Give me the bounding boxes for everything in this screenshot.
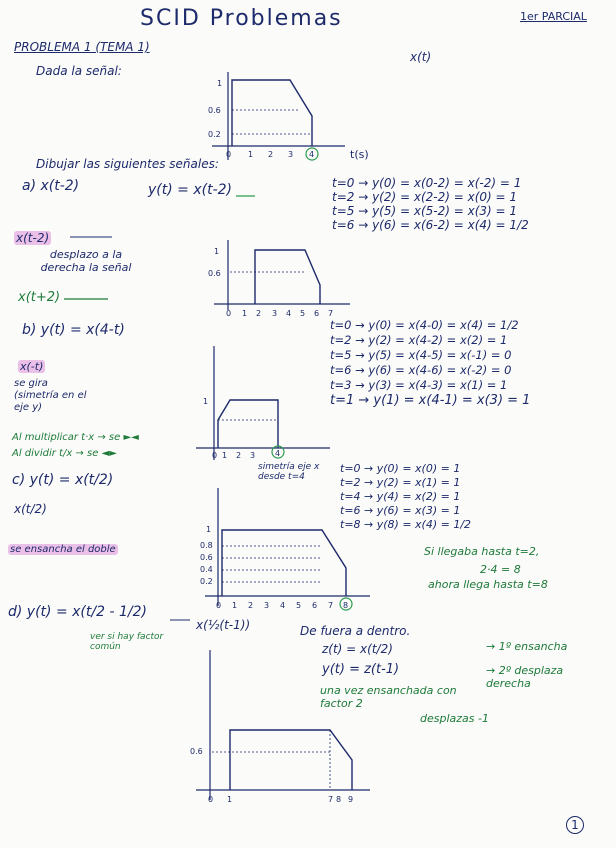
- svg-text:0: 0: [208, 795, 214, 804]
- svg-text:6: 6: [312, 601, 318, 610]
- svg-text:6: 6: [314, 309, 320, 318]
- calc-line: t=8 → y(8) = x(4) = 1/2: [340, 518, 472, 531]
- xt-label: x(t): [410, 50, 432, 64]
- svg-text:0.6: 0.6: [190, 747, 203, 756]
- svg-text:3: 3: [250, 451, 256, 460]
- calc-line: t=0 → y(0) = x(4-0) = x(4) = 1/2: [330, 318, 519, 332]
- negation-note: x(-t): [20, 360, 44, 373]
- svg-text:0.2: 0.2: [200, 577, 213, 586]
- svg-text:0.6: 0.6: [208, 106, 221, 115]
- svg-text:1: 1: [206, 525, 212, 534]
- multiply-note: Al multiplicar t·x → se ►◄: [12, 432, 139, 443]
- calc-line: t=2 → y(2) = x(4-2) = x(2) = 1: [330, 333, 508, 347]
- graph-part-c: [200, 488, 370, 610]
- step-1-note: → 1º ensancha: [486, 640, 568, 653]
- svg-text:7: 7: [328, 309, 334, 318]
- svg-text:0.8: 0.8: [200, 541, 213, 550]
- svg-text:1: 1: [214, 247, 220, 256]
- svg-text:0.4: 0.4: [200, 565, 213, 574]
- svg-text:0: 0: [216, 601, 222, 610]
- svg-text:0: 0: [226, 309, 232, 318]
- svg-text:0: 0: [226, 150, 232, 159]
- svg-text:2: 2: [236, 451, 242, 460]
- shift-note-d: desplazas -1: [420, 712, 489, 725]
- svg-text:1: 1: [232, 601, 238, 610]
- calc-line: t=2 → y(2) = x(1) = 1: [340, 476, 461, 489]
- factor-form: x(½(t-1)): [196, 618, 251, 632]
- calc-line: t=1 → y(1) = x(4-1) = x(3) = 1: [330, 393, 531, 408]
- arrow-marks: [64, 196, 255, 620]
- svg-text:4: 4: [280, 601, 286, 610]
- svg-text:8: 8: [336, 795, 342, 804]
- once-note: una vez ensanchada con factor 2: [320, 684, 457, 710]
- note-line-2: 2·4 = 8: [480, 563, 521, 576]
- svg-text:2: 2: [248, 601, 254, 610]
- rotation-note: se gira (simetría en el eje y): [14, 378, 87, 413]
- part-a-label: a) x(t-2): [22, 178, 80, 194]
- given-text: Dada la señal:: [36, 64, 122, 78]
- svg-text:0.6: 0.6: [208, 269, 221, 278]
- note-line-1: Si llegaba hasta t=2,: [424, 545, 540, 558]
- exam-tag: 1er PARCIAL: [520, 10, 587, 23]
- order-note: De fuera a dentro.: [300, 624, 411, 638]
- divide-note: Al dividir t/x → se ◄►: [12, 448, 117, 459]
- step-2: y(t) = z(t-1): [322, 662, 400, 677]
- widen-note: se ensancha el doble: [10, 544, 116, 555]
- svg-text:0: 0: [212, 451, 218, 460]
- calc-line: t=4 → y(4) = x(2) = 1: [340, 490, 461, 503]
- svg-text:5: 5: [300, 309, 306, 318]
- calc-line: t=6 → y(6) = x(4-6) = x(-2) = 0: [330, 363, 512, 377]
- draw-instruction: Dibujar las siguientes señales:: [36, 157, 219, 171]
- svg-text:8: 8: [343, 601, 349, 610]
- svg-text:0.2: 0.2: [208, 130, 221, 139]
- calc-line: t=6 → y(6) = x(6-2) = x(4) = 1/2: [332, 218, 529, 232]
- half-note: x(t/2): [14, 502, 47, 516]
- svg-text:2: 2: [268, 150, 274, 159]
- svg-text:3: 3: [272, 309, 278, 318]
- svg-text:3: 3: [288, 150, 294, 159]
- svg-text:1: 1: [242, 309, 248, 318]
- graph-x-of-t: [208, 72, 369, 161]
- problem-heading: PROBLEMA 1 (TEMA 1): [14, 40, 150, 54]
- part-b-label: b) y(t) = x(4-t): [22, 322, 125, 338]
- svg-text:1: 1: [217, 79, 223, 88]
- calc-line: t=5 → y(5) = x(5-2) = x(3) = 1: [332, 204, 518, 218]
- svg-text:1: 1: [203, 397, 209, 406]
- graph-part-b: [196, 346, 330, 460]
- shift-note: x(t-2): [16, 231, 50, 245]
- part-a-equation: y(t) = x(t-2): [148, 182, 232, 198]
- calc-line: t=2 → y(2) = x(2-2) = x(0) = 1: [332, 190, 518, 204]
- svg-text:7: 7: [328, 601, 334, 610]
- svg-text:5: 5: [296, 601, 302, 610]
- part-c-label: c) y(t) = x(t/2): [12, 472, 114, 488]
- calc-line: t=5 → y(5) = x(4-5) = x(-1) = 0: [330, 348, 512, 362]
- note-line-3: ahora llega hasta t=8: [428, 578, 548, 591]
- svg-text:7: 7: [328, 795, 334, 804]
- calc-line: t=0 → y(0) = x(0) = 1: [340, 462, 461, 475]
- svg-text:1: 1: [248, 150, 254, 159]
- symmetry-note: simetría eje x desde t=4: [258, 462, 320, 482]
- svg-text:4: 4: [275, 449, 281, 458]
- page-number: 1: [566, 816, 584, 834]
- svg-text:9: 9: [348, 795, 354, 804]
- calc-line: t=6 → y(6) = x(3) = 1: [340, 504, 461, 517]
- graph-part-a: [208, 240, 350, 318]
- calc-line: t=0 → y(0) = x(0-2) = x(-2) = 1: [332, 176, 522, 190]
- svg-text:4: 4: [286, 309, 292, 318]
- calc-line: t=3 → y(3) = x(4-3) = x(1) = 1: [330, 378, 508, 392]
- svg-text:2: 2: [256, 309, 262, 318]
- svg-text:1: 1: [222, 451, 228, 460]
- svg-text:1: 1: [227, 795, 233, 804]
- left-shift-note: x(t+2): [18, 290, 61, 305]
- step-2-note: → 2º desplaza derecha: [486, 664, 564, 690]
- common-factor-note: ver si hay factor común: [90, 632, 164, 652]
- page-title: SCID Problemas: [140, 6, 343, 31]
- svg-text:3: 3: [264, 601, 270, 610]
- step-1: z(t) = x(t/2): [322, 642, 393, 656]
- svg-text:0.6: 0.6: [200, 553, 213, 562]
- graph1-xlabel: t(s): [350, 148, 369, 161]
- graph-part-d: [190, 650, 370, 804]
- shift-description: desplazo a la derecha la señal: [40, 248, 132, 274]
- part-d-label: d) y(t) = x(t/2 - 1/2): [8, 604, 147, 620]
- svg-text:4: 4: [309, 150, 315, 159]
